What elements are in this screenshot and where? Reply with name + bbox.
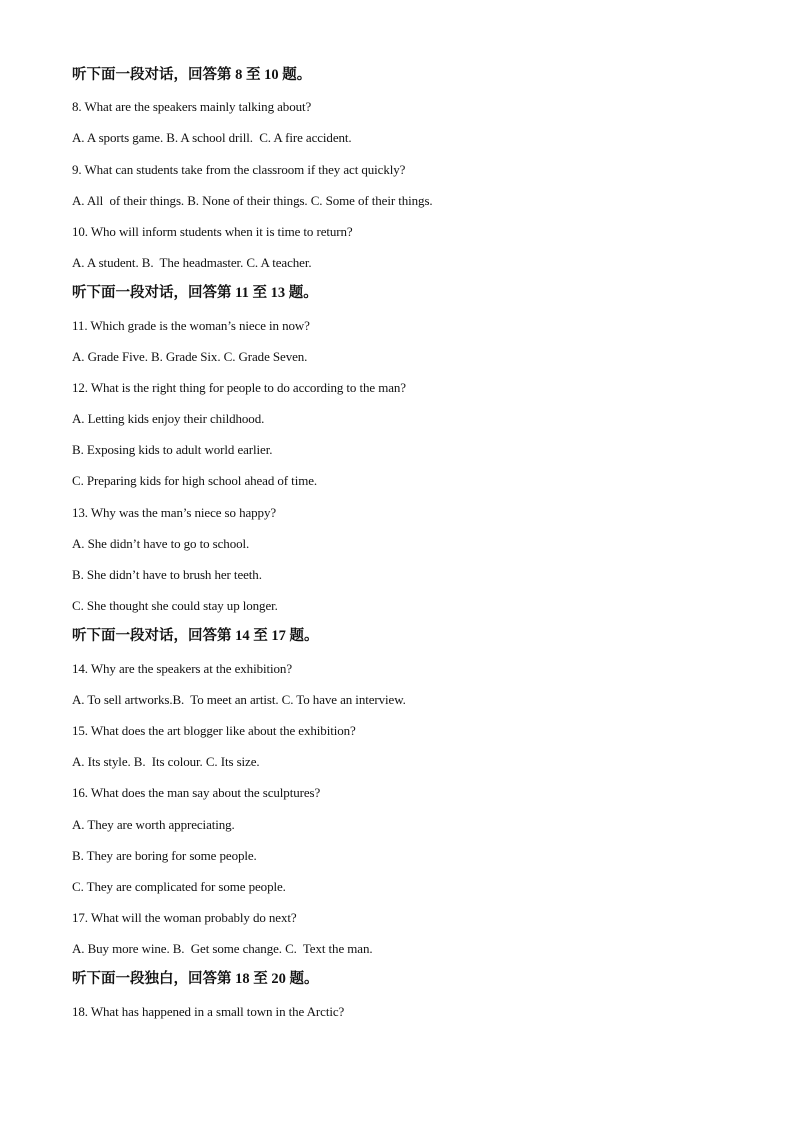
section-heading: 听下面一段对话，回答第 14 至 17 题。 xyxy=(72,628,319,645)
question-stem: 16. What does the man say about the sculptures? xyxy=(72,785,321,801)
question-stem: 10. Who will inform students when it is time to return? xyxy=(72,223,353,239)
question-stem: 18. What has happened in a small town in the Arctic? xyxy=(72,1003,345,1019)
question-stem: 15. What does the art blogger like about the exhibition? xyxy=(72,722,356,738)
question-stem: 14. Why are the speakers at the exhibition? xyxy=(72,660,292,676)
option-line: A. Its style. B. Its colour. C. Its size. xyxy=(72,754,260,770)
question-stem: 11. Which grade is the woman’s niece in now? xyxy=(72,317,310,333)
option-line: A. A sports game. B. A school drill. C. A fire accident. xyxy=(72,130,352,146)
question-stem: 9. What can students take from the classroom if they act quickly? xyxy=(72,161,406,177)
question-stem: 17. What will the woman probably do next? xyxy=(72,910,297,926)
option-line: A. Letting kids enjoy their childhood. xyxy=(72,411,265,427)
question-stem: 12. What is the right thing for people to do according to the man? xyxy=(72,379,406,395)
option-line: A. They are worth appreciating. xyxy=(72,816,235,832)
option-line: C. She thought she could stay up longer. xyxy=(72,598,278,614)
option-line: A. Buy more wine. B. Get some change. C. Text the man. xyxy=(72,941,373,957)
question-stem: 13. Why was the man’s niece so happy? xyxy=(72,504,277,520)
option-line: B. She didn’t have to brush her teeth. xyxy=(72,567,262,582)
option-line: A. To sell artworks.B. To meet an artist. C. To have an interview. xyxy=(72,691,406,707)
option-line: C. They are complicated for some people. xyxy=(72,878,286,894)
option-line: B. Exposing kids to adult world earlier. xyxy=(72,442,273,458)
page-content xyxy=(72,60,732,1027)
section-heading: 听下面一段独白，回答第 18 至 20 题。 xyxy=(72,971,319,988)
option-line: C. Preparing kids for high school ahead of time. xyxy=(72,473,318,489)
option-line: A. A student. B. The headmaster. C. A teacher. xyxy=(72,255,312,271)
question-stem: 8. What are the speakers mainly talking about? xyxy=(72,99,312,115)
section-heading: 听下面一段对话，回答第 11 至 13 题。 xyxy=(72,285,318,302)
option-line: A. Grade Five. B. Grade Six. C. Grade Seven. xyxy=(72,348,308,364)
option-line: A. She didn’t have to go to school. xyxy=(72,535,250,551)
section-heading: 听下面一段对话，回答第 8 至 10 题。 xyxy=(72,67,312,83)
option-line: A. All of their things. B. None of their things. C. Some of their things. xyxy=(72,192,433,208)
option-line: B. They are boring for some people. xyxy=(72,847,257,863)
